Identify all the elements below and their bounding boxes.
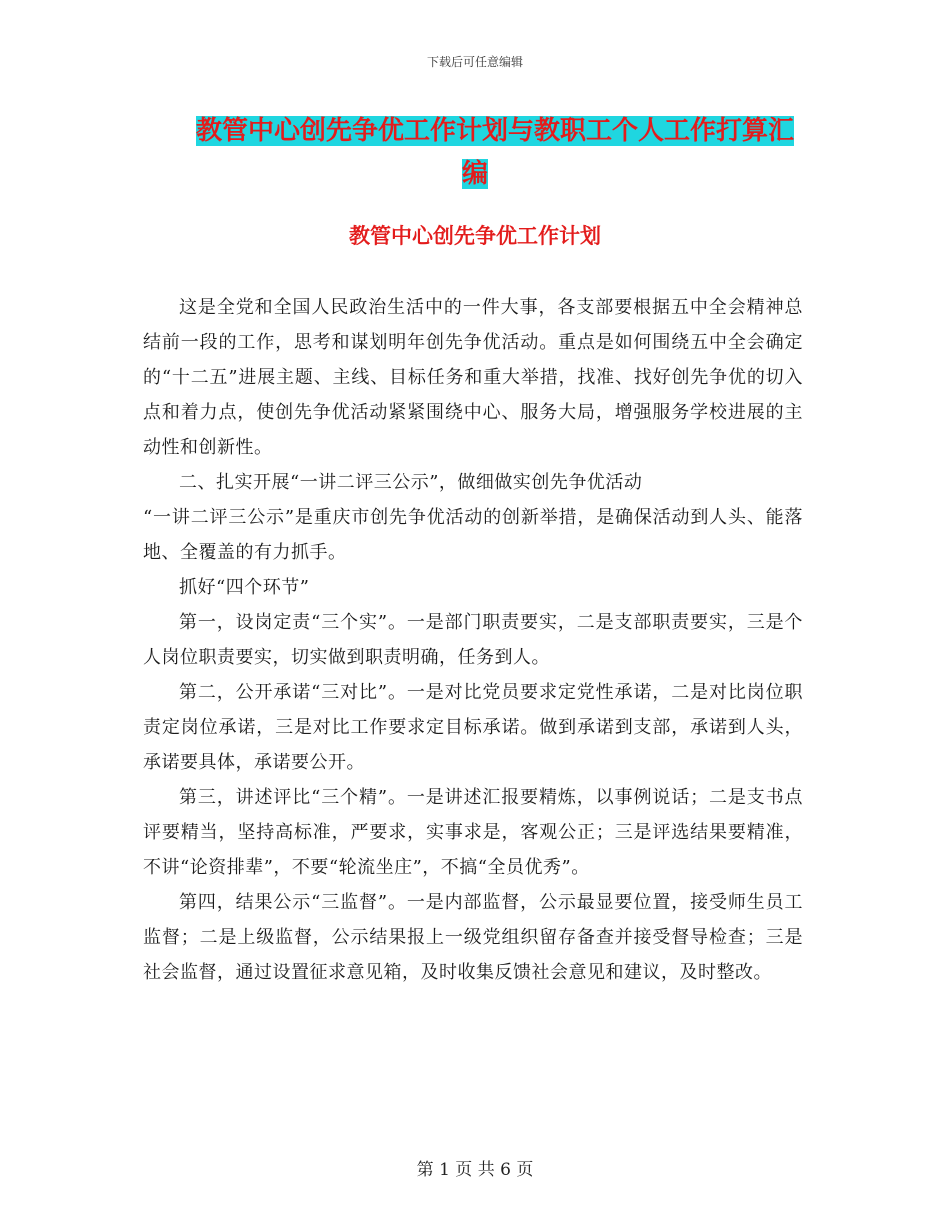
title-line-2: 编	[462, 159, 489, 189]
paragraph-second: 第二，公开承诺“三对比”。一是对比党员要求定党性承诺，二是对比岗位职责定岗位承诺，三是对比工作要求定目标承诺。做到承诺到支部，承诺到人头，承诺要具体，承诺要公开。	[143, 682, 803, 773]
header-note: 下载后可任意编辑	[426, 55, 523, 69]
paragraph-quote: “一讲二评三公示”是重庆市创先争优活动的创新举措，是确保活动到人头、能落地、全覆盖的有力抓手。	[143, 507, 803, 563]
title-line-1: 教管中心创先争优工作计划与教职工个人工作打算汇	[196, 116, 795, 146]
section-title: 教管中心创先争优工作计划	[349, 224, 601, 248]
paragraph-fourth: 第四，结果公示“三监督”。一是内部监督，公示最显要位置，接受师生员工监督；二是上级监督，公示结果报上一级党组织留存备查并接受督导检查；三是社会监督，通过设置征求意见箱，及时收集反馈社会意见和建议，及时整改。	[143, 892, 803, 983]
document-title	[196, 110, 806, 196]
paragraph-intro: 这是全党和全国人民政治生活中的一件大事，各支部要根据五中全会精神总结前一段的工作，思考和谋划明年创先争优活动。重点是如何围绕五中全会确定的“十二五”进展主题、主线、目标任务和重大举措，找准、找好创先争优的切入点和着力点，使创先争优活动紧紧围绕中心、服务大局，增强服务学校进展的主动性和创新性。	[143, 297, 803, 458]
paragraph-first: 第一，设岗定责“三个实”。一是部门职责要实，二是支部职责要实，三是个人岗位职责要实，切实做到职责明确，任务到人。	[143, 612, 803, 668]
paragraph-four-links: 抓好“四个环节”	[179, 577, 310, 598]
paragraph-heading-2: 二、扎实开展“一讲二评三公示”，做细做实创先争优活动	[179, 472, 643, 493]
paragraph-third: 第三，讲述评比“三个精”。一是讲述汇报要精炼，以事例说话；二是支书点评要精当，坚持高标准，严要求，实事求是，客观公正；三是评选结果要精准，不讲“论资排辈”，不要“轮流坐庄”，不搞“全员优秀”。	[143, 787, 803, 878]
page-footer: 第 1 页 共 6 页	[416, 1160, 534, 1180]
body-text	[143, 290, 803, 990]
